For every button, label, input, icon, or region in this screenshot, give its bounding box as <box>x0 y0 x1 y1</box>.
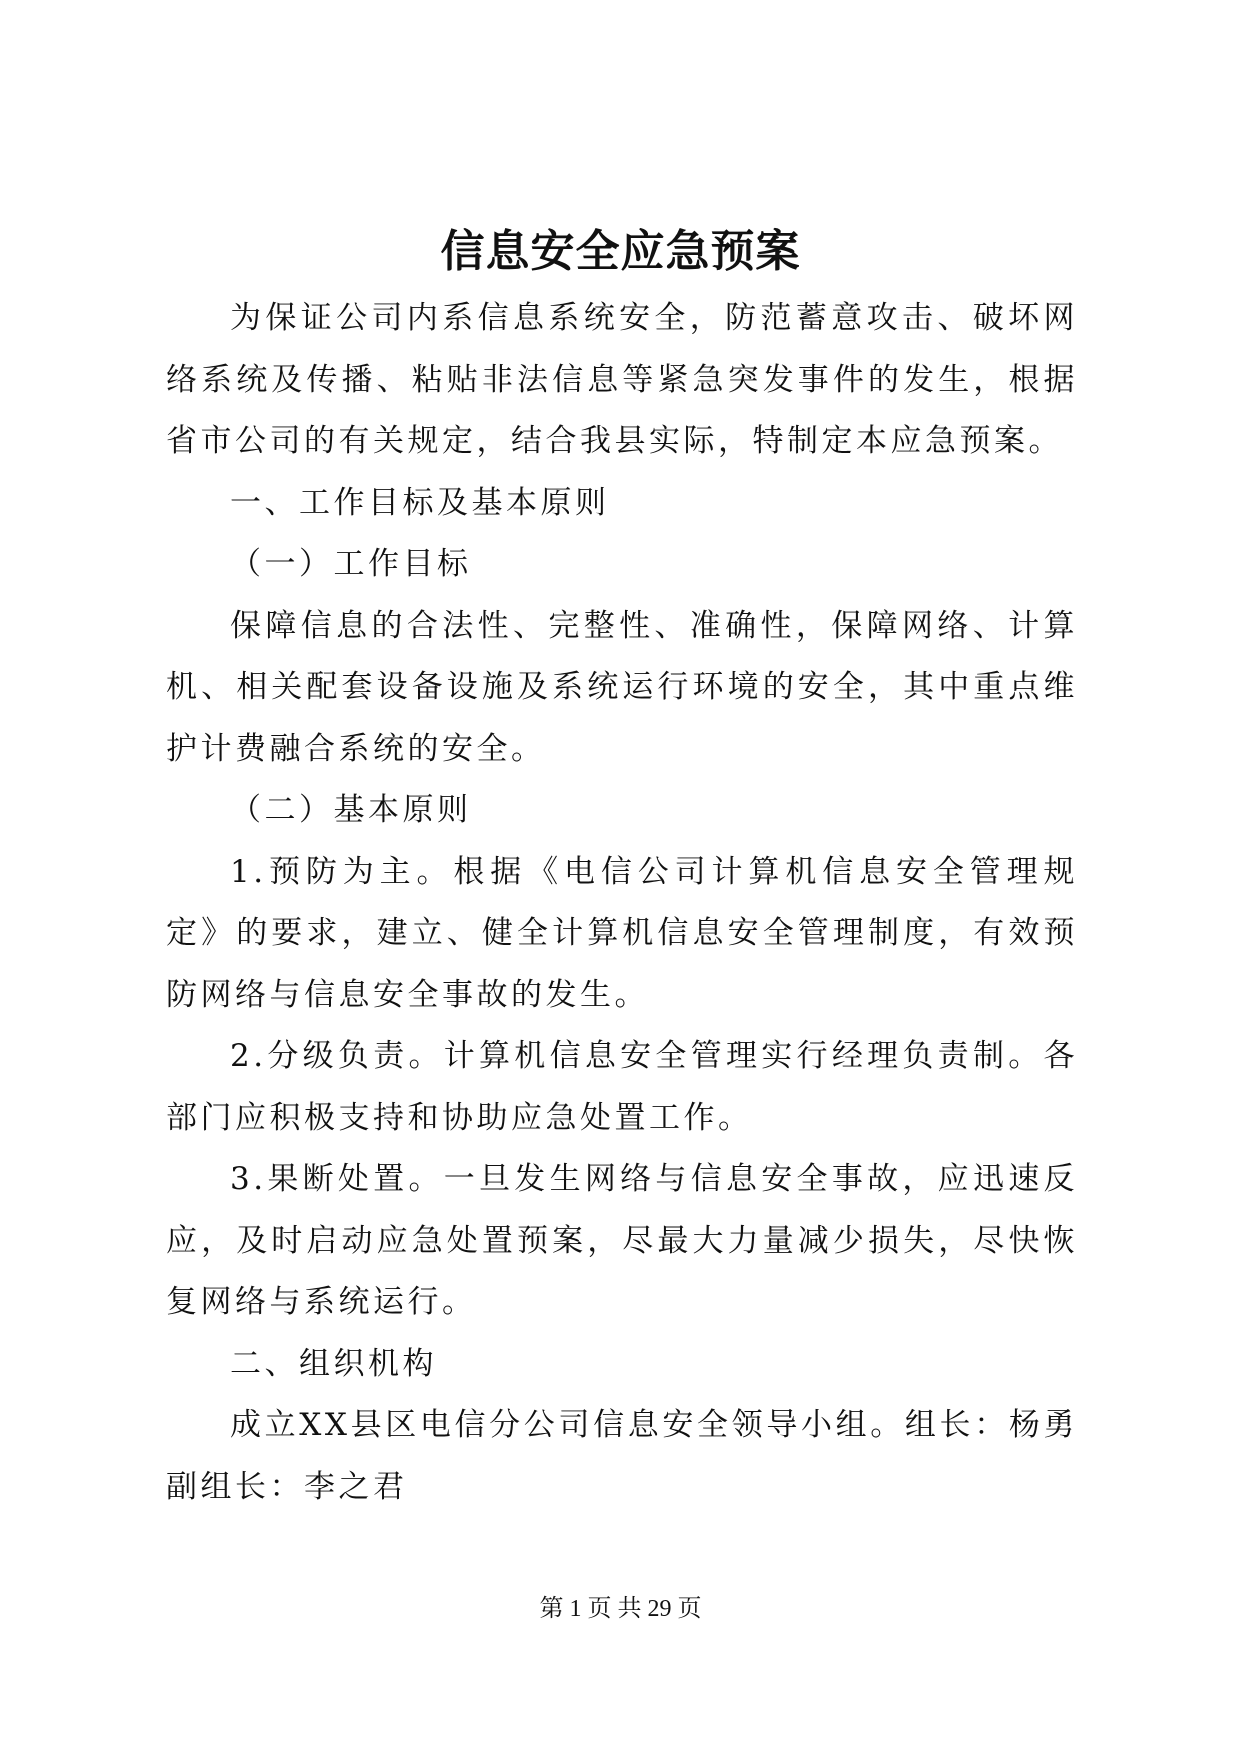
intro-paragraph: 为保证公司内系信息系统安全，防范蓄意攻击、破坏网络系统及传播、粘贴非法信息等紧急突发事件的发生，根据省市公司的有关规定，结合我县实际，特制定本应急预案。 <box>166 300 1078 459</box>
subsection-heading-2: （二）基本原则 <box>230 792 472 828</box>
document-title: 信息安全应急预案 <box>440 226 801 277</box>
principle-2-paragraph: 2.分级负责。计算机信息安全管理实行经理负责制。各部门应积极支持和协助应急处置工作。 <box>166 1038 1078 1136</box>
document-body <box>166 288 1078 1518</box>
section-heading-2: 二、组织机构 <box>230 1345 437 1382</box>
page-number-footer: 第 1 页 共 29 页 <box>539 1596 702 1622</box>
principle-1-paragraph: 1.预防为主。根据《电信公司计算机信息安全管理规定》的要求，建立、健全计算机信息安全管理制度，有效预防网络与信息安全事故的发生。 <box>166 853 1078 1013</box>
principle-3-paragraph: 3.果断处置。一旦发生网络与信息安全事故，应迅速反应，及时启动应急处置预案，尽最大力量减少损失，尽快恢复网络与系统运行。 <box>166 1161 1078 1320</box>
goal-paragraph: 保障信息的合法性、完整性、准确性，保障网络、计算机、相关配套设备设施及系统运行环境的安全，其中重点维护计费融合系统的安全。 <box>166 607 1078 767</box>
organization-paragraph: 成立XX县区电信分公司信息安全领导小组。组长：杨勇副组长：李之君 <box>166 1407 1078 1505</box>
subsection-heading-1: （一）工作目标 <box>230 546 472 582</box>
section-heading-1: 一、工作目标及基本原则 <box>230 484 610 521</box>
